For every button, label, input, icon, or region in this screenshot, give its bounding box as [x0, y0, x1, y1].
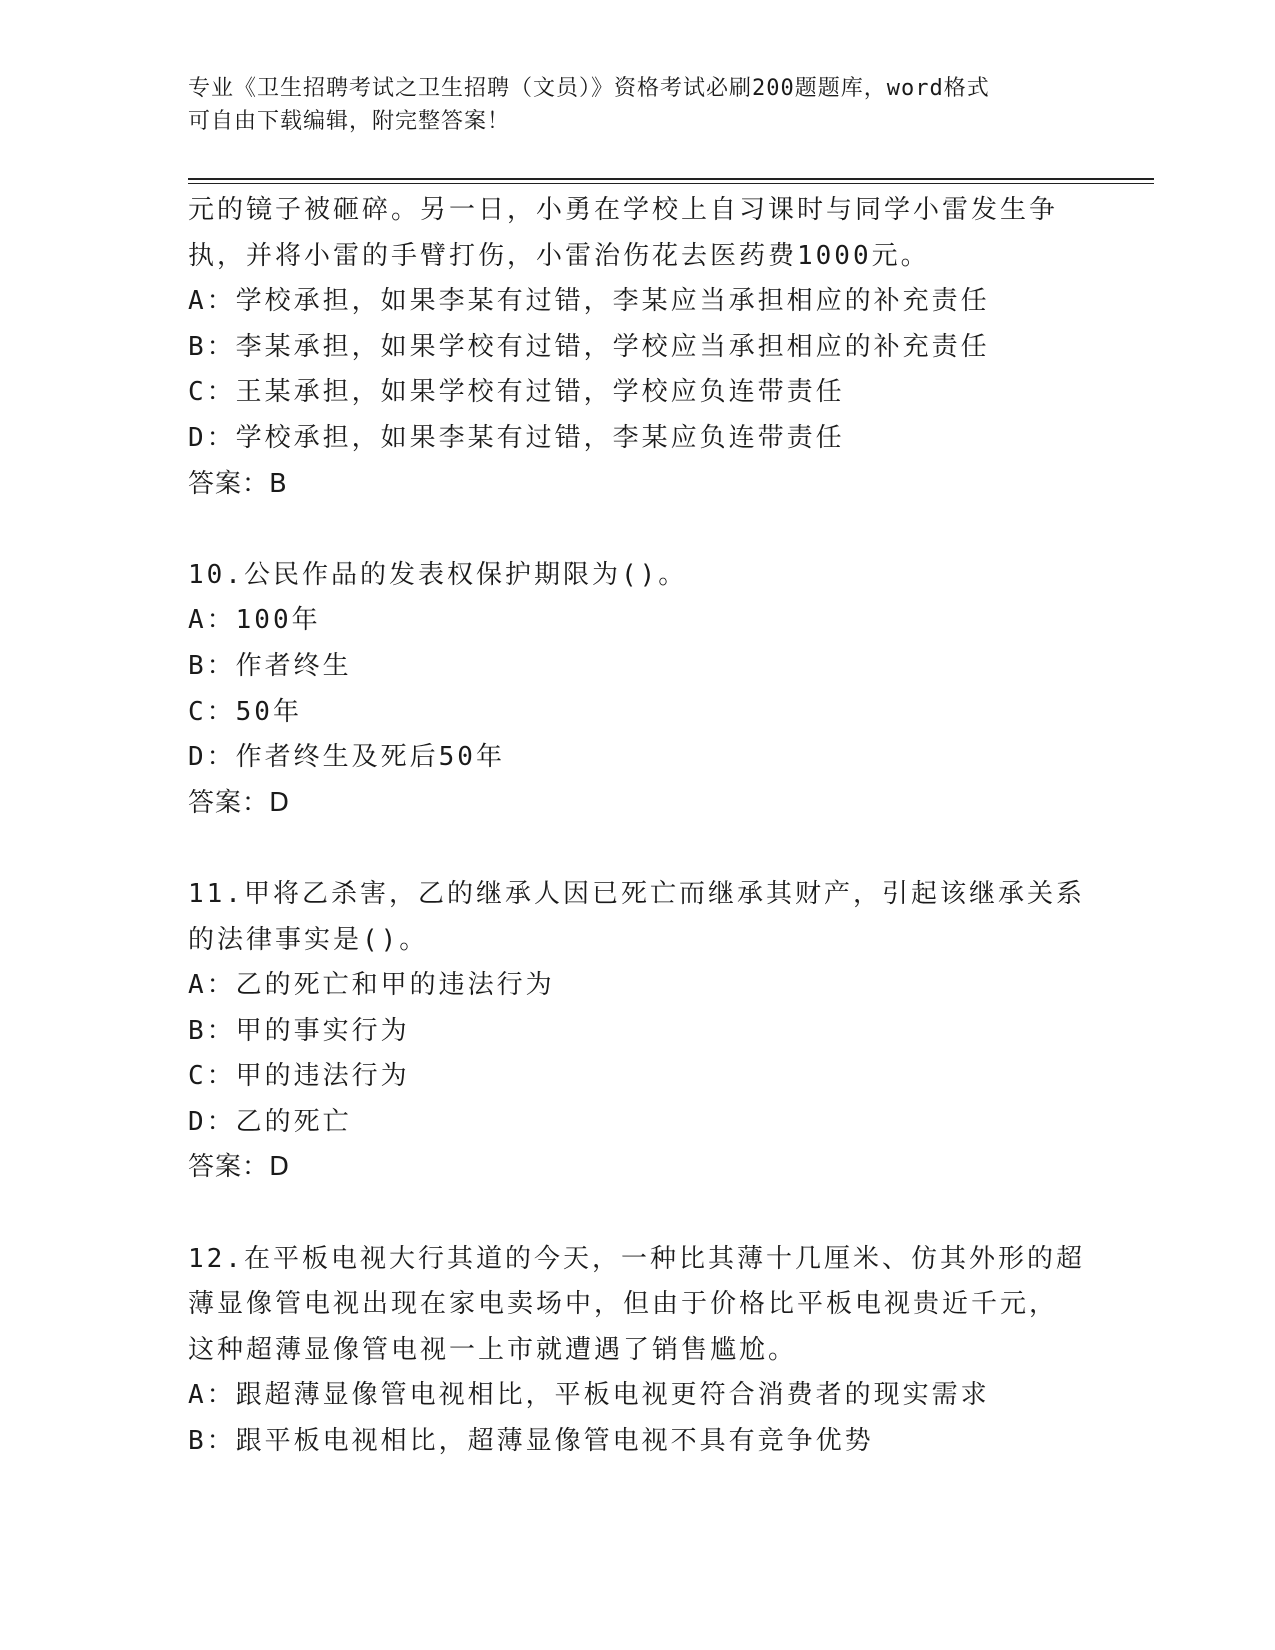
option-d: D：学校承担，如果李某有过错，李某应负连带责任: [188, 422, 845, 453]
option-a: A：跟超薄显像管电视相比，平板电视更符合消费者的现实需求: [188, 1380, 990, 1411]
question-stem-line: 11.甲将乙杀害，乙的继承人因已死亡而继承其财产，引起该继承关系: [188, 878, 1085, 909]
option-a: A：100年: [188, 605, 321, 636]
option-c: C：50年: [188, 696, 302, 727]
option-b: B：甲的事实行为: [188, 1015, 410, 1046]
option-b: B：跟平板电视相比，超薄显像管电视不具有竞争优势: [188, 1426, 874, 1457]
question-11: [188, 872, 1088, 1191]
answer: 答案：B: [188, 468, 288, 499]
option-d: D：作者终生及死后50年: [188, 742, 505, 773]
question-stem-line: 的法律事实是()。: [188, 924, 429, 955]
header-divider: [188, 178, 1154, 184]
question-stem-line: 12.在平板电视大行其道的今天，一种比其薄十几厘米、仿其外形的超: [188, 1243, 1085, 1274]
spacer: [188, 1191, 1088, 1237]
question-10: [188, 553, 1088, 827]
question-stem-line: 执，并将小雷的手臂打伤，小雷治伤花去医药费1000元。: [188, 240, 930, 271]
option-c: C：王某承担，如果学校有过错，学校应负连带责任: [188, 377, 845, 408]
question-stem-line: 元的镜子被砸碎。另一日，小勇在学校上自习课时与同学小雷发生争: [188, 195, 1059, 225]
option-c: C：甲的违法行为: [188, 1061, 410, 1092]
spacer: [188, 826, 1088, 872]
option-b: B：李某承担，如果学校有过错，学校应当承担相应的补充责任: [188, 331, 990, 362]
question-12: [188, 1237, 1088, 1465]
question-stem-line: 这种超薄显像管电视一上市就遭遇了销售尴尬。: [188, 1334, 798, 1365]
header-title-line1: 专业《卫生招聘考试之卫生招聘（文员）》资格考试必刷200题题库，word格式: [188, 76, 990, 101]
question-stem-line: 10.公民作品的发表权保护期限为()。: [188, 559, 688, 590]
document-body: [188, 188, 1088, 1465]
option-b: B：作者终生: [188, 650, 352, 681]
option-a: A：学校承担，如果李某有过错，李某应当承担相应的补充责任: [188, 286, 990, 317]
option-d: D：乙的死亡: [188, 1106, 352, 1137]
option-a: A：乙的死亡和甲的违法行为: [188, 970, 555, 1001]
question-stem-line: 薄显像管电视出现在家电卖场中，但由于价格比平板电视贵近千元，: [188, 1289, 1059, 1320]
spacer: [188, 507, 1088, 553]
header-title-line2: 可自由下载编辑，附完整答案！: [188, 109, 511, 134]
document-header: [188, 72, 1068, 138]
question-9-continued: [188, 188, 1088, 507]
answer: 答案：D: [188, 787, 291, 818]
answer: 答案：D: [188, 1152, 291, 1183]
